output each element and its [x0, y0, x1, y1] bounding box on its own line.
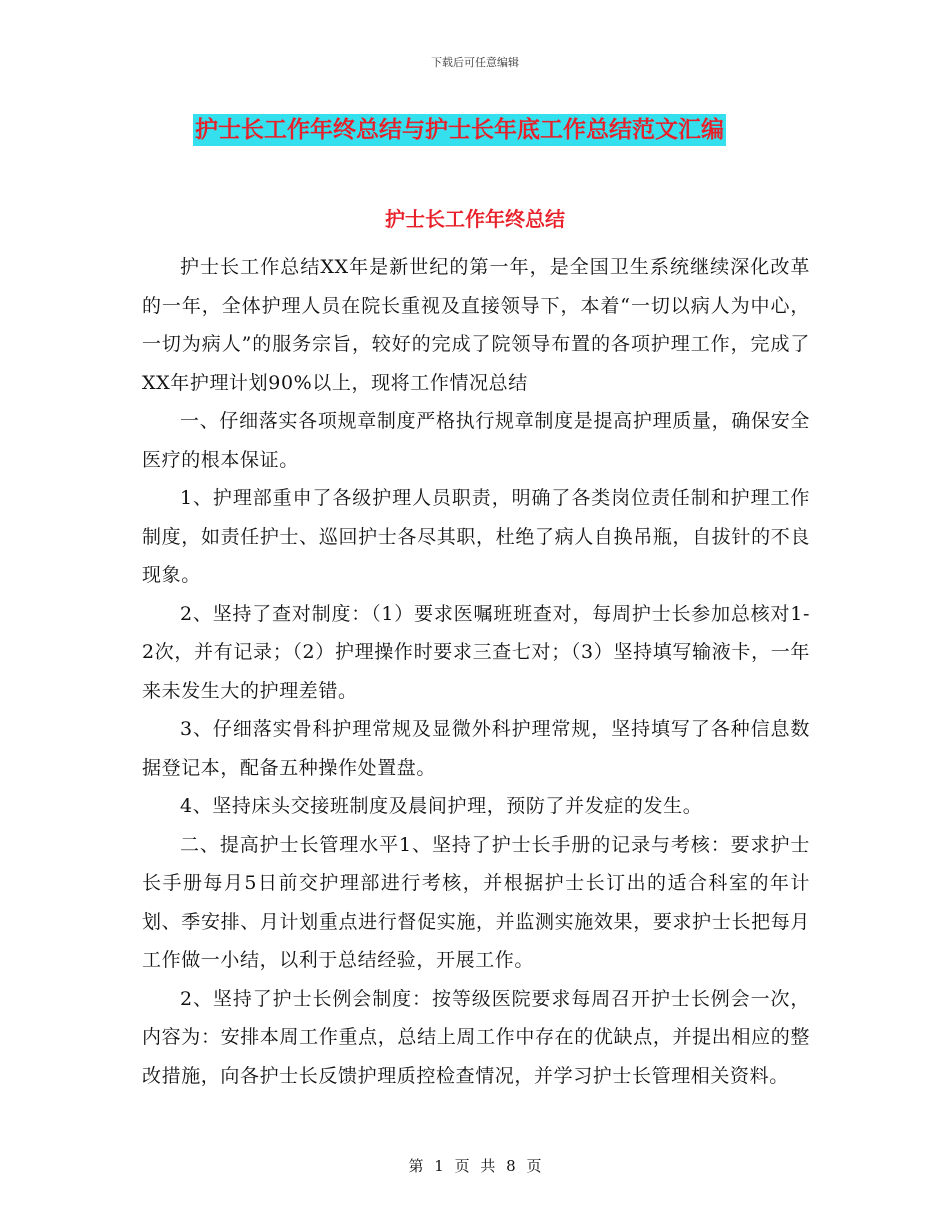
paragraph-intro: 护士长工作总结XX年是新世纪的第一年，是全国卫生系统继续深化改革的一年，全体护理人员在院长重视及直接领导下，本着“一切以病人为中心，一切为病人”的服务宗旨，较好的完成了院领导布置的各项护理工作，完成了XX年护理计划90%以上，现将工作情况总结 — [142, 256, 810, 394]
page-number: 第 1 页 共 8 页 — [408, 1157, 542, 1175]
paragraph-section-two-item-2: 2、坚持了护士长例会制度：按等级医院要求每周召开护士长例会一次，内容为：安排本周工作重点，总结上周工作中存在的优缺点，并提出相应的整改措施，向各护士长反馈护理质控检查情况，并学习护士长管理相关资料。 — [142, 987, 810, 1087]
document-title: 护士长工作年终总结与护士长年底工作总结范文汇编 — [193, 114, 726, 146]
paragraph-section-one: 一、仔细落实各项规章制度严格执行规章制度是提高护理质量，确保安全医疗的根本保证。 — [142, 410, 810, 471]
paragraph-item-4: 4、坚持床头交接班制度及晨间护理，预防了并发症的发生。 — [180, 795, 703, 817]
paragraph-section-two: 二、提高护士长管理水平1、坚持了护士长手册的记录与考核：要求护士长手册每月5日前交护理部进行考核，并根据护士长订出的适合科室的年计划、季安排、月计划重点进行督促实施，并监测实施效果，要求护士长把每月工作做一小结，以利于总结经验，开展工作。 — [142, 833, 810, 971]
paragraph-item-1: 1、护理部重申了各级护理人员职责，明确了各类岗位责任制和护理工作制度，如责任护士、巡回护士各尽其职，杜绝了病人自换吊瓶，自拔针的不良现象。 — [142, 487, 810, 586]
section-heading: 护士长工作年终总结 — [385, 207, 565, 231]
document-body — [142, 248, 810, 1095]
paragraph-item-2: 2、坚持了查对制度：（1）要求医嘱班班查对，每周护士长参加总核对1-2次，并有记录；（2）护理操作时要求三查七对；（3）坚持填写输液卡，一年来未发生大的护理差错。 — [142, 602, 810, 702]
page-header-note: 下载后可任意编辑 — [431, 56, 519, 69]
paragraph-item-3: 3、仔细落实骨科护理常规及显微外科护理常规，坚持填写了各种信息数据登记本，配备五种操作处置盘。 — [142, 718, 810, 779]
